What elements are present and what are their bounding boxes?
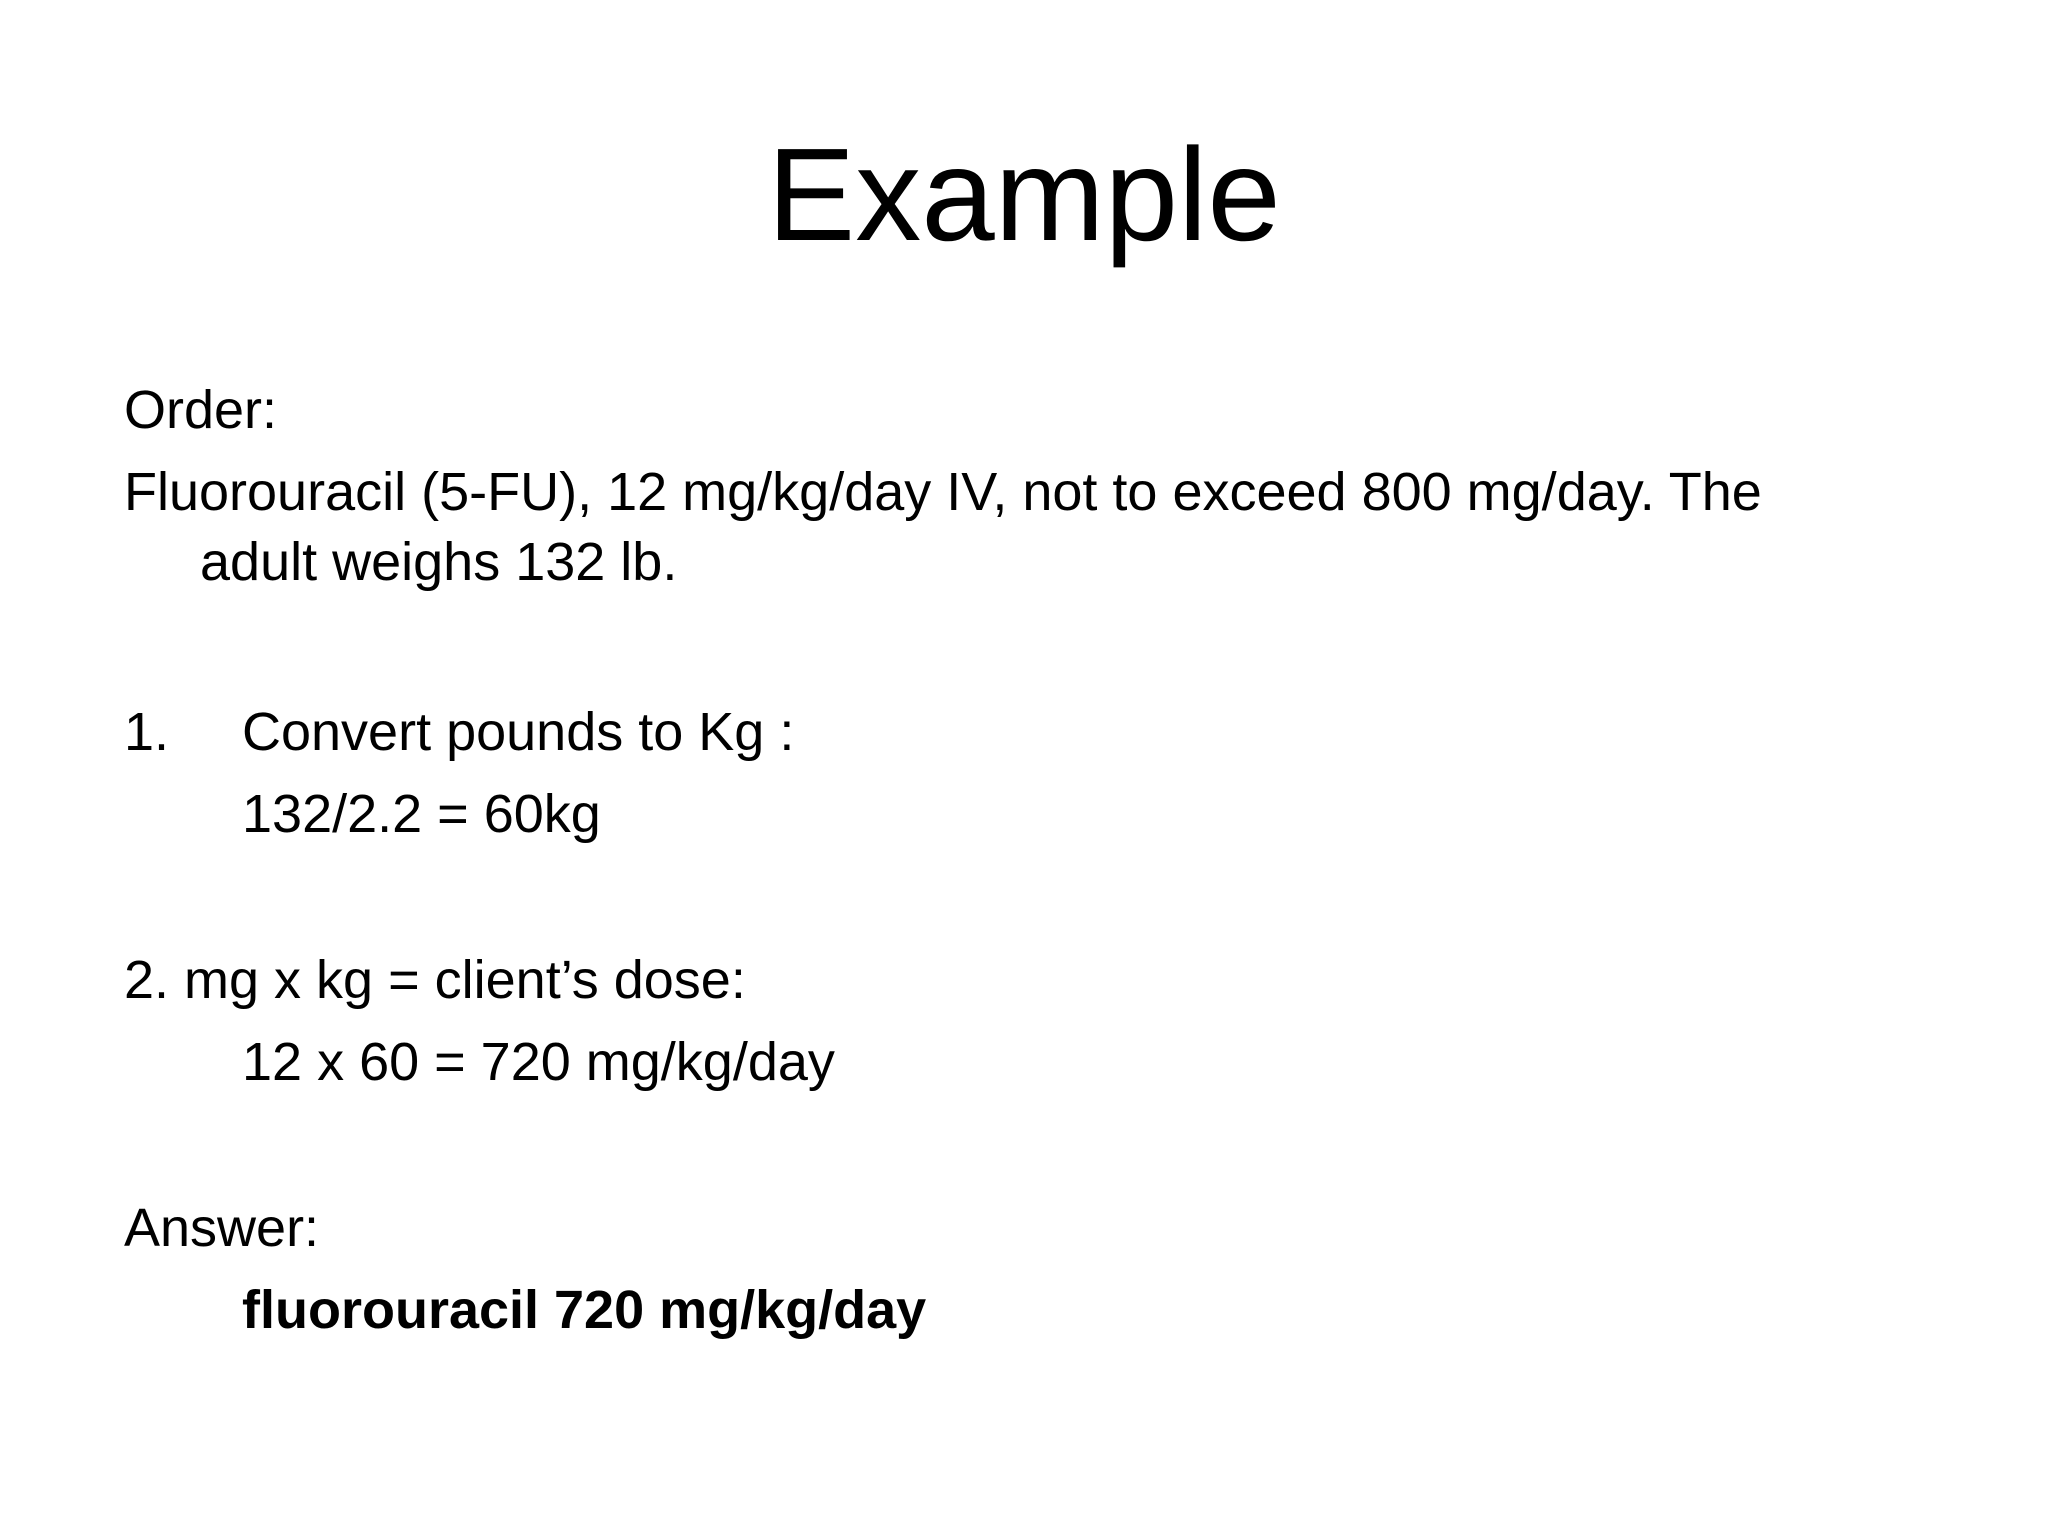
order-text-line-2: adult weighs 132 lb. <box>200 532 678 592</box>
order-text-line-1: Fluorouracil (5-FU), 12 mg/kg/day IV, not to exceed 800 mg/day. The <box>124 462 1762 522</box>
slide-title: Example <box>767 121 1281 268</box>
answer-value: fluorouracil 720 mg/kg/day <box>242 1280 927 1340</box>
answer-label: Answer: <box>124 1198 320 1258</box>
step1-text: Convert pounds to Kg : <box>242 702 795 762</box>
step2-calculation: 12 x 60 = 720 mg/kg/day <box>242 1032 835 1092</box>
step2-text: 2. mg x kg = client’s dose: <box>124 950 746 1010</box>
step1-number: 1. <box>124 702 170 762</box>
step1-calculation: 132/2.2 = 60kg <box>242 784 601 844</box>
order-label: Order: <box>124 380 278 440</box>
